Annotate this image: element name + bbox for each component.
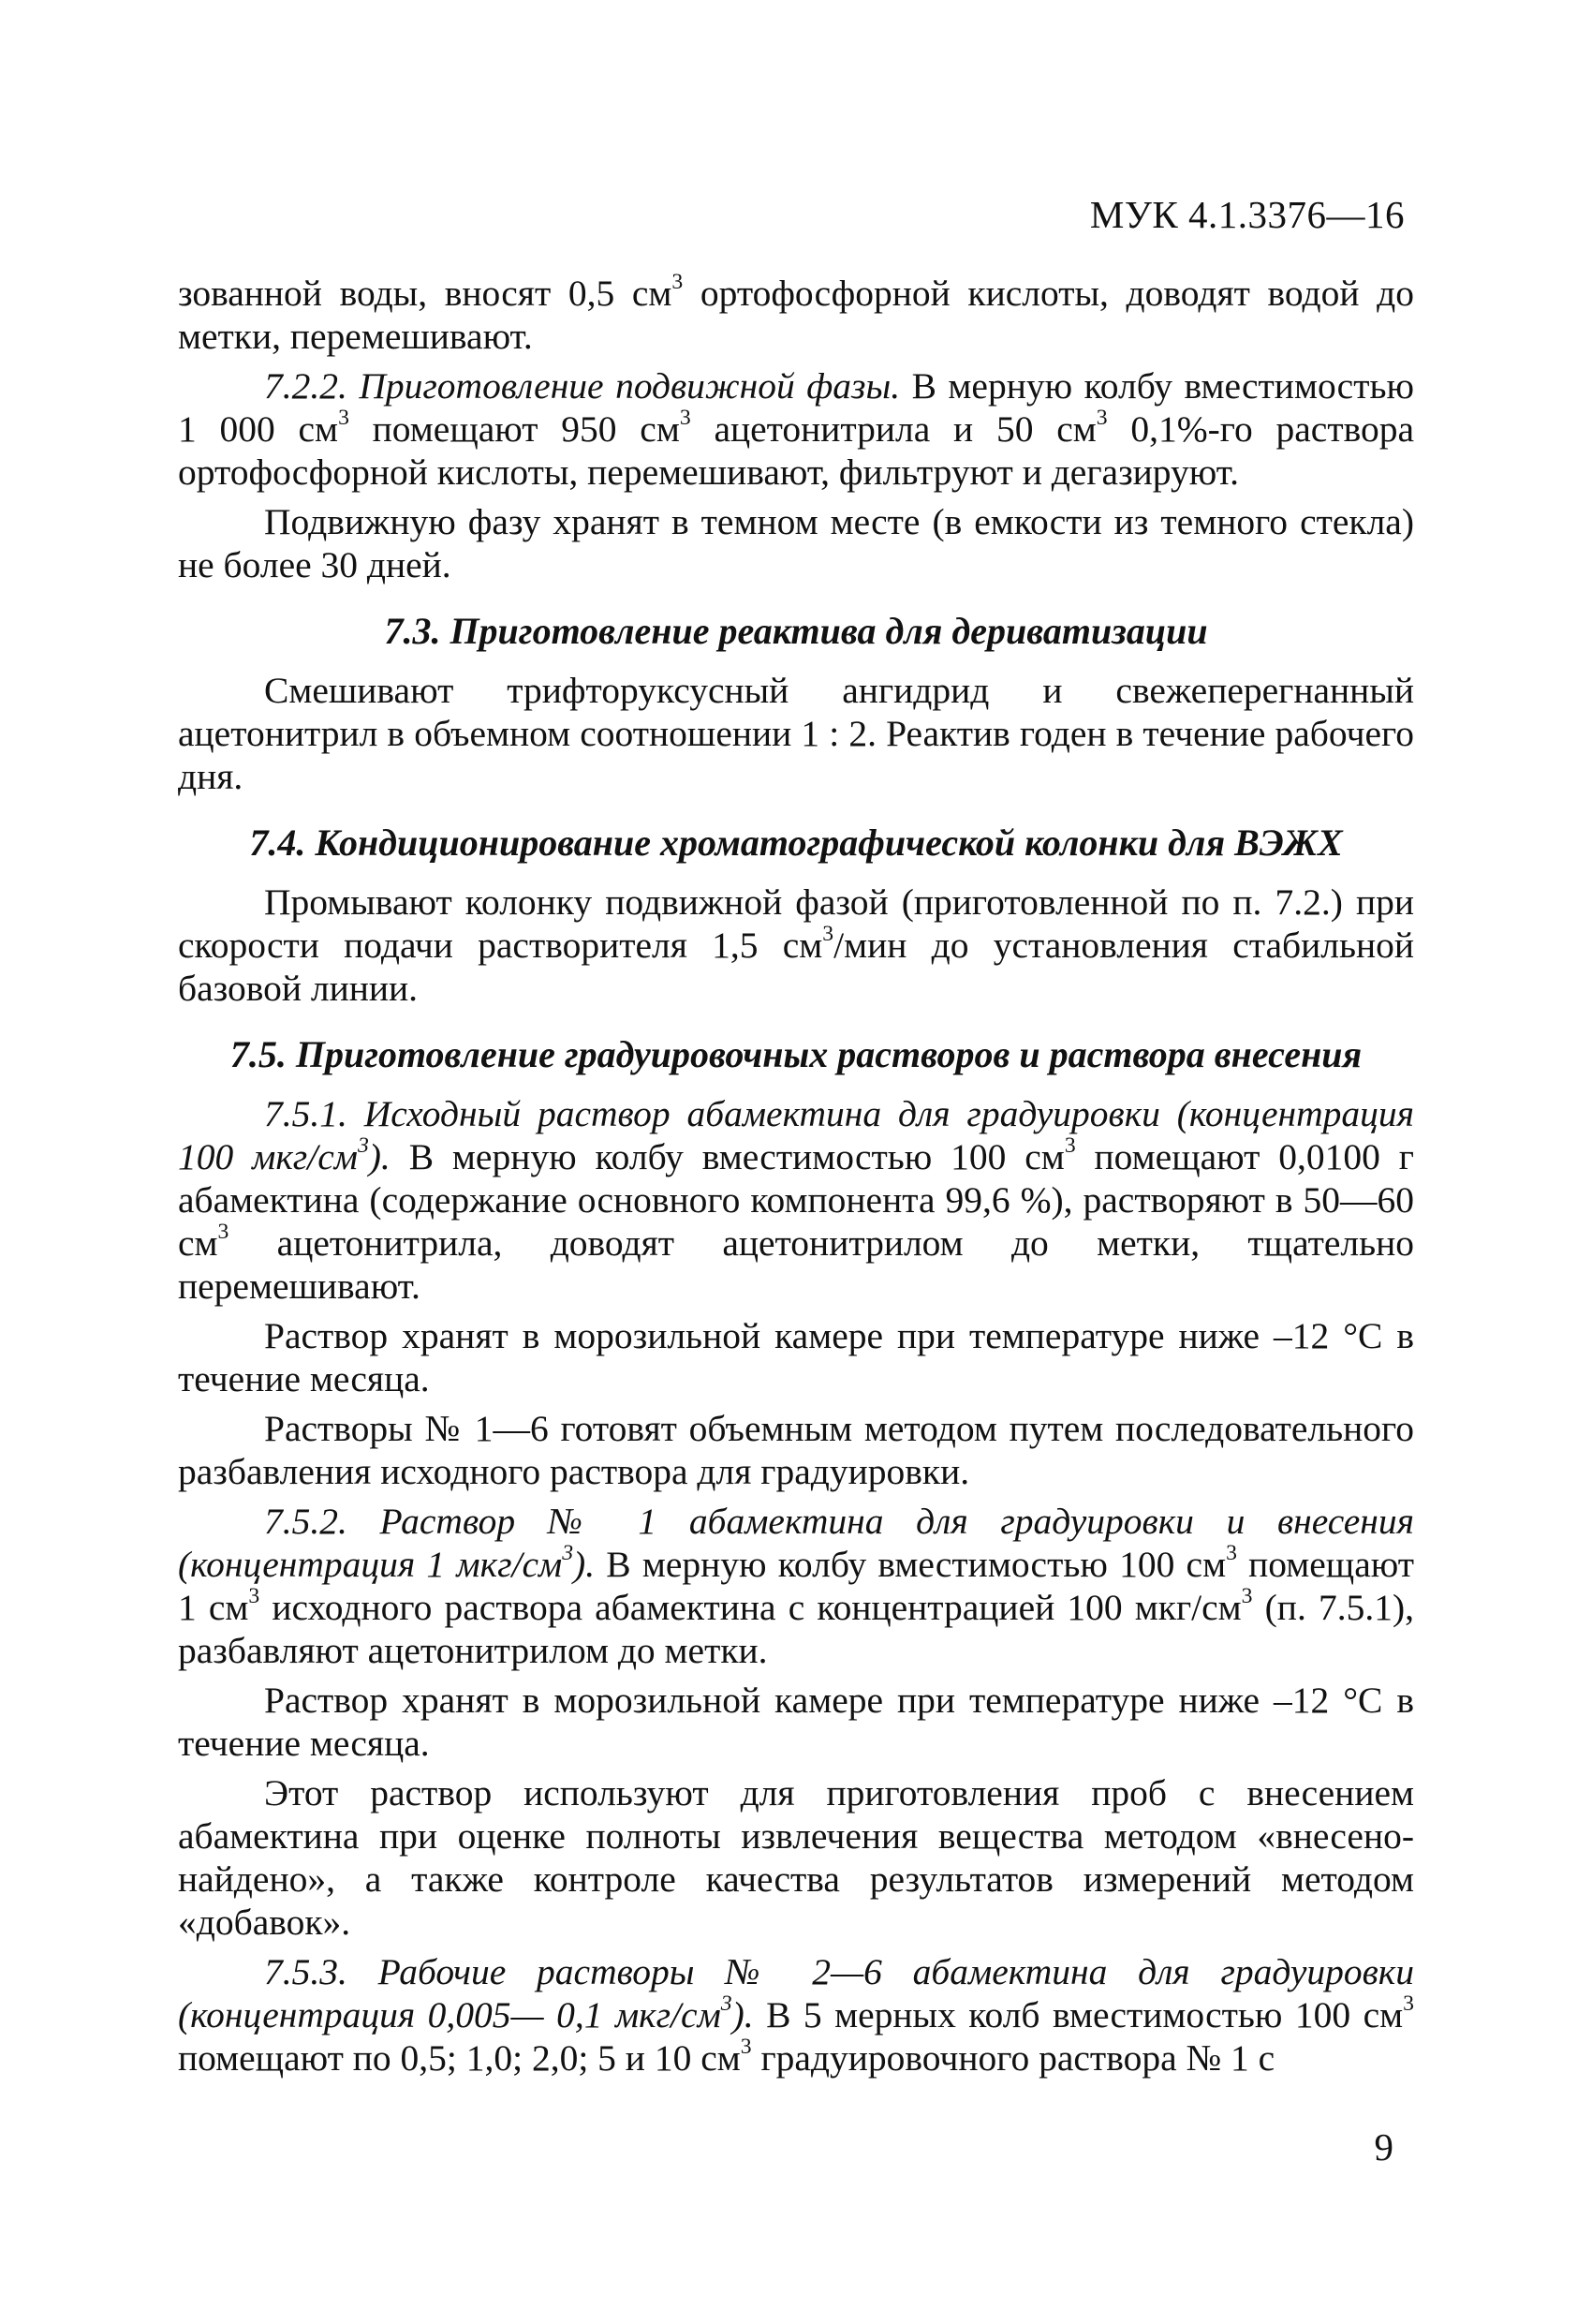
text-span: помещают 0,0100 г абамектина (содержание основного компонента 99,6 %), растворяют в 50—60 см	[178, 1136, 1414, 1264]
text-span: В мерную колбу вместимостью 100 см	[390, 1136, 1065, 1177]
text-span: Промывают колонку подвижной фазой (приготовленной по п. 7.2.) при скорости подачи растворителя 1,5 см	[178, 881, 1414, 966]
paragraph-solutions-preparation: Растворы № 1—6 готовят объемным методом путем последовательного разбавления исходного раствора для градуировки.	[178, 1408, 1414, 1492]
text-span: В 5 мерных колб вместимостью 100 см	[753, 1994, 1404, 2035]
text-span: ацетонитрила, доводят ацетонитрилом до метки, тщательно перемешивают.	[178, 1222, 1414, 1307]
text-span: ).	[573, 1544, 596, 1585]
text-span: В мерную колбу вместимостью 100 см	[595, 1544, 1227, 1585]
text-span: ).	[731, 1994, 754, 2035]
section-heading-7-5: 7.5. Приготовление градуировочных растворов и раствора внесения	[229, 1033, 1363, 1075]
subsection-title-7-5-1: 7.5.1. Исходный раствор абамектина для градуировки (концентрация 100 мкг/см	[178, 1093, 1414, 1177]
page-number: 9	[1374, 2125, 1393, 2169]
text-span: градуировочного раствора № 1 с	[751, 2037, 1275, 2079]
paragraph-7-5-2	[178, 1500, 1414, 1672]
document-code-header: МУК 4.1.3376—16	[1089, 193, 1405, 236]
text-span: ортофосфорной кислоты, доводят водой до метки, перемешивают.	[178, 273, 1415, 357]
superscript: 3	[1096, 406, 1108, 431]
text-span: ацетонитрила и 50 см	[690, 408, 1097, 450]
superscript: 3	[740, 2035, 752, 2060]
subsection-title-7-2-2: 7.2.2. Приготовление подвижной фазы.	[264, 365, 901, 407]
section-heading-7-4: 7.4. Кондиционирование хроматографической колонки для ВЭЖХ	[249, 822, 1343, 864]
text-span: исходного раствора абамектина с концентрацией 100 мкг/см	[259, 1587, 1242, 1628]
superscript: 3	[217, 1220, 229, 1245]
text-span: помещают 1 см	[178, 1544, 1414, 1628]
text-span: помещают 950 см	[348, 408, 680, 450]
superscript: 3	[671, 270, 684, 295]
superscript: 3	[1064, 1133, 1076, 1159]
superscript: 3	[1403, 1991, 1414, 2017]
paragraph-solution-usage: Этот раствор используют для приготовления проб с внесением абамектина при оценке полноты извлечения вещества методом «внесено-найдено», а также контроле качества результатов измерений методом «добавок».	[178, 1772, 1414, 1943]
superscript: 3	[822, 922, 834, 947]
superscript: 3	[248, 1584, 260, 1609]
paragraph-7-5-1	[178, 1092, 1414, 1308]
text-span: 0,1%-го раствора ортофосфорной кислоты, перемешивают, фильтруют и дегазируют.	[178, 408, 1415, 493]
text-span: (п. 7.5.1), разбавляют ацетонитрилом до метки.	[178, 1587, 1414, 1671]
superscript: 3	[338, 406, 349, 431]
section-heading-7-3: 7.3. Приготовление реактива для дериватизации	[384, 610, 1208, 652]
superscript: 3	[679, 406, 691, 431]
superscript: 3	[357, 1133, 369, 1159]
paragraph-storage-1: Раствор хранят в морозильной камере при температуре ниже –12 °С в течение месяца.	[178, 1315, 1414, 1399]
subsection-title-7-5-3: 7.5.3. Рабочие растворы № 2—6 абамектина для градуировки (концентрация 0,005— 0,1 мкг/см	[178, 1951, 1414, 2035]
paragraph-mobile-phase-storage: Подвижную фазу хранят в темном месте (в емкости из темного стекла) не более 30 дней.	[178, 501, 1414, 585]
paragraph-reagent: Смешивают трифторуксусный ангидрид и свежеперегнанный ацетонитрил в объемном соотношении 1 : 2. Реактив годен в течение рабочего дня.	[178, 670, 1414, 797]
paragraph-column-conditioning	[178, 881, 1414, 1010]
paragraph-7-5-3	[178, 1950, 1414, 2080]
document-body	[178, 272, 1414, 2086]
paragraph-continuation	[178, 272, 1414, 358]
text-span: зованной воды, вносят 0,5 см	[178, 273, 672, 314]
superscript: 3	[720, 1991, 732, 2017]
text-span: ).	[368, 1136, 391, 1177]
superscript: 3	[1241, 1584, 1253, 1609]
text-span: /мин до установления стабильной базовой линии.	[178, 925, 1414, 1009]
text-span: помещают по 0,5; 1,0; 2,0; 5 и 10 см	[178, 2037, 741, 2079]
text-span: В мерную колбу вместимостью 1 000 см	[178, 365, 1414, 450]
paragraph-storage-2: Раствор хранят в морозильной камере при температуре ниже –12 °С в течение месяца.	[178, 1680, 1414, 1764]
superscript: 3	[562, 1541, 574, 1566]
paragraph-7-2-2	[178, 364, 1414, 494]
subsection-title-7-5-2: 7.5.2. Раствор № 1 абамектина для градуировки и внесения (концентрация 1 мкг/см	[178, 1501, 1414, 1585]
superscript: 3	[1226, 1541, 1237, 1566]
